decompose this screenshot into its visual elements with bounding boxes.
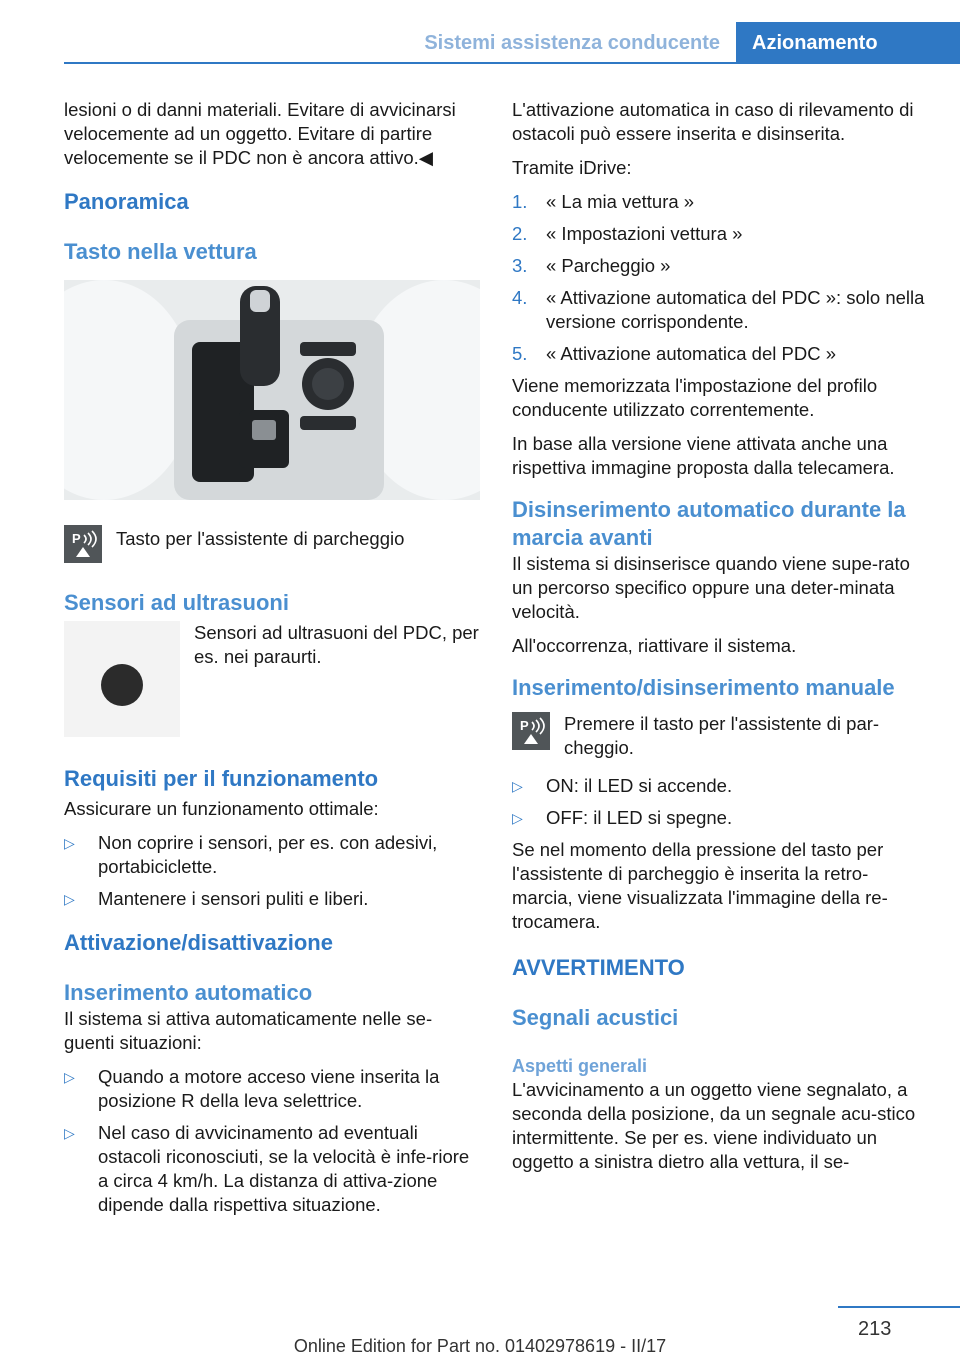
list-item: 2. « Impostazioni vettura » — [512, 223, 743, 244]
sensors-text: Sensori ad ultrasuoni del PDC, per es. nei paraurti. — [194, 622, 479, 667]
header-chapter-tab: Azionamento — [736, 22, 960, 64]
ultrasonic-sensor-icon — [64, 621, 180, 737]
intro-text: lesioni o di danni materiali. Evitare di avvicinarsi velocemente ad un oggetto. Evitare di partire velocemente se il PDC non è ancora attivo.◀ — [64, 99, 456, 168]
list-item: 1. « La mia vettura » — [512, 191, 695, 212]
button-caption: Tasto per l'assistente di parcheggio — [116, 528, 405, 549]
heading-requirements: Requisiti per il funzionamento — [64, 766, 379, 791]
auto-activation-list — [64, 1065, 480, 1217]
paragraph: Viene memorizzata l'impostazione del profilo conducente utilizzato correntemente. — [512, 375, 878, 420]
heading-general: Aspetti generali — [512, 1056, 648, 1076]
center-console-photo — [64, 280, 480, 500]
manual-text: Premere il tasto per l'assistente di par‐cheggio. — [564, 713, 880, 758]
list-item: ▷ Mantenere i sensori puliti e liberi. — [64, 888, 369, 909]
paragraph: L'avvicinamento a un oggetto viene segnalato, a seconda della posizione, da un segnale acu‐stico intermittente. Se per es. viene individuato un oggetto a sinistra dietro alla vettura, il se‐ — [512, 1079, 916, 1172]
list-item: ▷ OFF: il LED si spegne. — [512, 807, 733, 828]
heading-button: Tasto nella vettura — [64, 239, 257, 264]
idrive-steps — [512, 190, 928, 366]
manual-list — [512, 774, 928, 830]
list-item: 4. « Attivazione automatica del PDC »: solo nella versione corrispondente. — [512, 287, 925, 332]
paragraph: All'occorrenza, riattivare il sistema. — [512, 635, 797, 656]
page-number: 213 — [858, 1318, 892, 1340]
list-item: 3. « Parcheggio » — [512, 255, 671, 276]
paragraph: Tramite iDrive: — [512, 157, 632, 178]
footer-edition: Online Edition for Part no. 01402978619 - II/17 — [293, 1336, 667, 1356]
park-assist-icon — [64, 525, 102, 563]
heading-sensors: Sensori ad ultrasuoni — [64, 590, 289, 615]
left-column — [64, 98, 480, 1225]
heading-manual: Inserimento/disinserimento manuale — [512, 675, 895, 700]
list-item: ▷ Nel caso di avvicinamento ad eventuali ostacoli riconosciuti, se la velocità è infe‐riore a circa 4 km/h. La distanza di attiva‐zione dipende dalla rispettiva situazione. — [64, 1122, 470, 1215]
sensors-row — [64, 621, 480, 737]
list-item: 5. « Attivazione automatica del PDC » — [512, 343, 836, 364]
paragraph: In base alla versione viene attivata anche una rispettiva immagine proposta dalla telecamera. — [512, 433, 895, 478]
list-item: ▷ Quando a motore acceso viene inserita la posizione R della leva selettrice. — [64, 1066, 440, 1111]
heading-overview: Panoramica — [64, 189, 189, 214]
list-item: ▷ ON: il LED si accende. — [512, 775, 733, 796]
paragraph: L'attivazione automatica in caso di rilevamento di ostacoli può essere inserita e disinserita. — [512, 99, 914, 144]
right-column — [512, 98, 928, 1184]
svg-text:P: P — [72, 531, 81, 546]
header-section-title: Sistemi assistenza conducente — [424, 32, 720, 54]
auto-intro: Il sistema si attiva automaticamente nelle se‐guenti situazioni: — [64, 1008, 433, 1053]
requirements-intro: Assicurare un funzionamento ottimale: — [64, 798, 379, 819]
heading-auto-activation: Inserimento automatico — [64, 980, 313, 1005]
requirements-list — [64, 831, 480, 911]
heading-warning: AVVERTIMENTO — [512, 955, 685, 980]
button-caption-row — [64, 525, 480, 563]
footer-rule — [838, 1306, 960, 1308]
manual-row — [512, 712, 928, 760]
paragraph: Il sistema si disinserisce quando viene supe‐rato un percorso specifico oppure una deter‐minata velocità. — [512, 553, 910, 622]
header-rule — [64, 62, 960, 64]
park-assist-icon — [512, 712, 550, 750]
svg-text:P: P — [520, 718, 529, 733]
heading-activation: Attivazione/disattivazione — [64, 930, 333, 955]
paragraph: Se nel momento della pressione del tasto per l'assistente di parcheggio è inserita la retro‐marcia, viene visualizzata l'immagine della re‐trocamera. — [512, 839, 888, 932]
heading-signals: Segnali acustici — [512, 1005, 679, 1030]
heading-auto-deactivation: Disinserimento automatico durante la marcia avanti — [512, 497, 906, 550]
list-item: ▷ Non coprire i sensori, per es. con adesivi, portabiciclette. — [64, 832, 438, 877]
